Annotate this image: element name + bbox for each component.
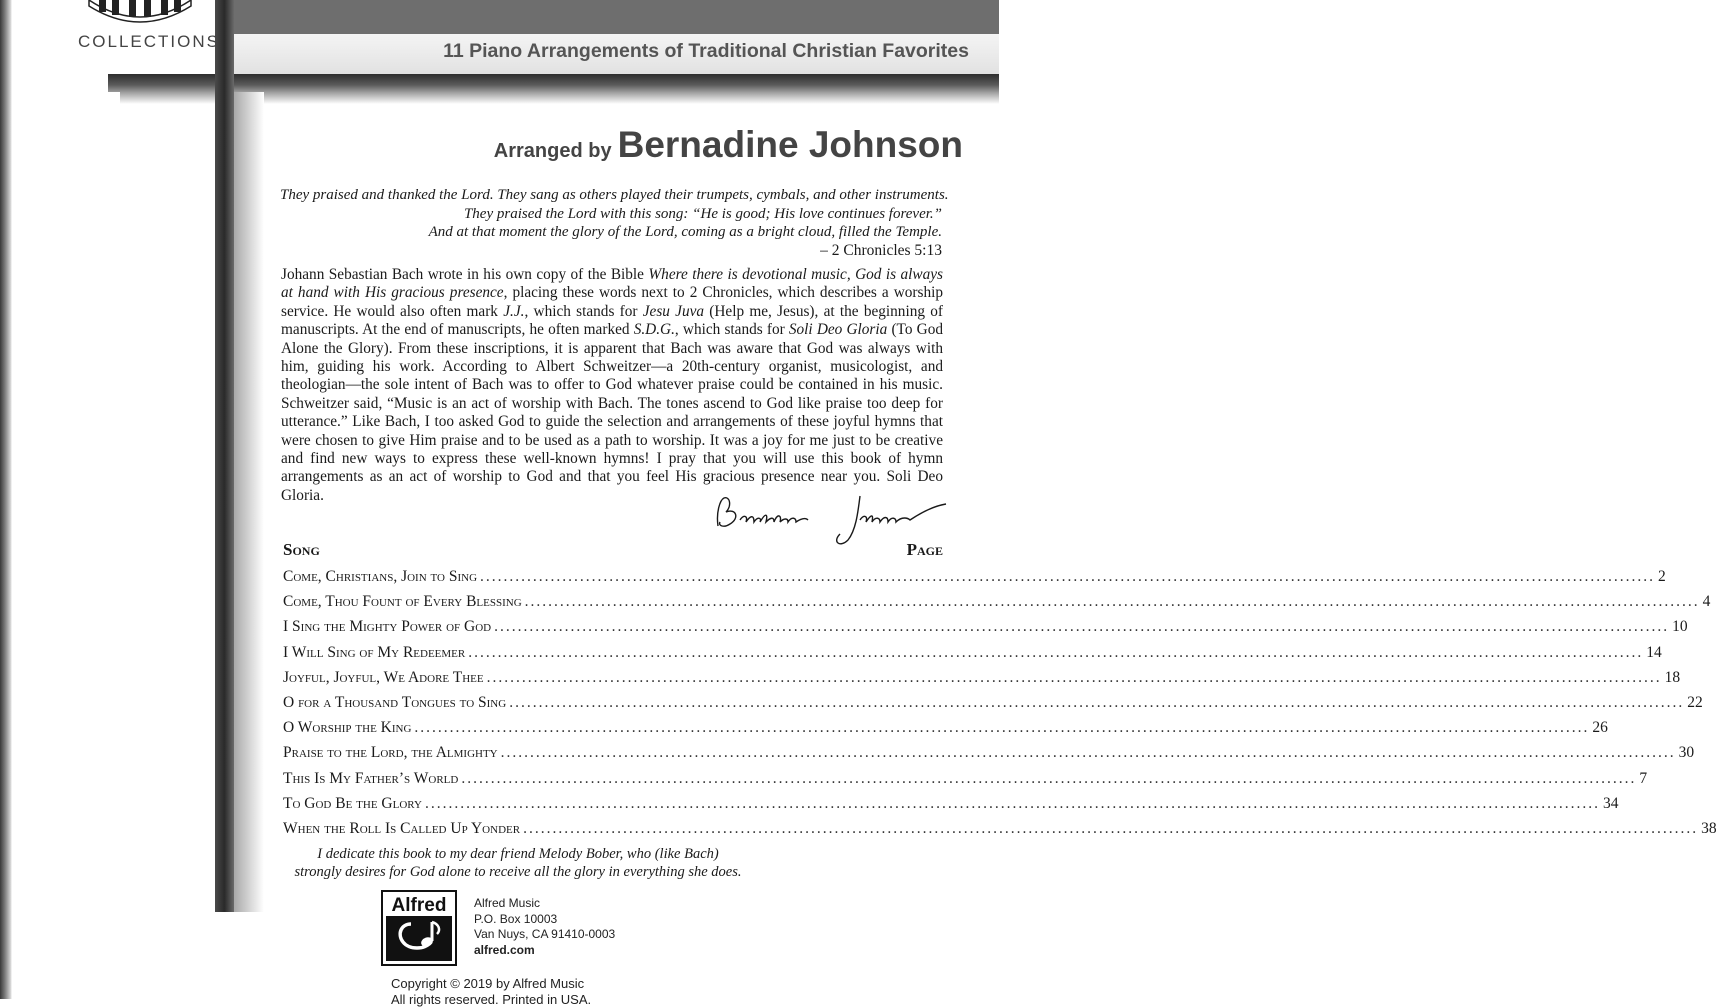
publisher-info	[474, 896, 615, 958]
toc-entry-title: When the Roll Is Called Up Yonder	[283, 819, 521, 837]
toc-entry-page: 18	[1664, 668, 1681, 686]
copyright-line: Copyright © 2019 by Alfred Music	[391, 976, 585, 991]
table-of-contents	[283, 540, 1717, 845]
copyright-line: All rights reserved. Printed in USA.	[391, 992, 592, 1007]
toc-entry	[283, 668, 1681, 694]
toc-leader: ........................................................................................................................................................................................................	[500, 744, 1676, 762]
foreword-italic: Where there is devotional music, God is always at hand with His gracious presence	[281, 266, 944, 302]
foreword-text: (Help me, Jesus), at the beginning of manuscripts. At the end of manuscripts, he often marked	[281, 302, 943, 339]
arranger-prefix: Arranged by	[493, 140, 612, 162]
foreword-italic: Soli Deo Gloria	[788, 321, 888, 339]
piano-keys-icon	[85, 0, 195, 26]
toc-entry-page: 30	[1678, 744, 1695, 762]
toc-entry-page: 14	[1646, 643, 1662, 661]
dedication	[283, 845, 753, 881]
cross-horizontal-bar	[108, 74, 999, 92]
toc-entry-page: 34	[1602, 794, 1619, 812]
epigraph-citation: – 2 Chronicles 5:13	[820, 241, 942, 259]
toc-leader: ........................................................................................................................................................................................................	[524, 593, 1700, 611]
toc-entry	[283, 819, 1717, 845]
dedication-line: I dedicate this book to my dear friend Melody Bober, who (like Bach)	[317, 846, 719, 862]
toc-entry-title: To God Be the Glory	[283, 794, 422, 812]
toc-entry	[283, 794, 1619, 820]
toc-entry-title: I Sing the Mighty Power of God	[283, 618, 492, 636]
toc-entry-page: 4	[1702, 593, 1711, 611]
epigraph-line: They praised and thanked the Lord. They sang as others played their trumpets, cymbals, and other instruments.	[280, 187, 949, 203]
toc-entry-title: Joyful, Joyful, We Adore Thee	[283, 668, 484, 686]
toc-song-header: Song	[283, 540, 320, 559]
toc-entry-title: O for a Thousand Tongues to Sing	[283, 693, 507, 711]
toc-entry-page: 26	[1592, 719, 1608, 737]
toc-entry	[283, 769, 1648, 795]
arranger-credit	[494, 124, 963, 166]
toc-entry-title: Come, Thou Fount of Every Blessing	[283, 593, 522, 611]
page-edge-shadow	[0, 0, 12, 999]
publisher-website[interactable]: alfred.com	[474, 942, 535, 957]
cross-vertical-post	[215, 0, 234, 912]
foreword-text: , which stands for	[524, 302, 643, 320]
foreword-italic: Jesu Juva	[642, 302, 705, 320]
epigraph-line: They praised the Lord with this song: “He is good; His love continues forever.”	[463, 205, 942, 222]
toc-leader: ........................................................................................................................................................................................................	[509, 693, 1685, 711]
toc-list	[283, 568, 1717, 845]
toc-entry	[283, 744, 1695, 769]
toc-header	[283, 540, 943, 562]
alfred-logo	[381, 890, 457, 966]
toc-leader: ........................................................................................................................................................................................................	[480, 568, 1656, 585]
dedication-line: strongly desires for God alone to receive all the glory in everything she does.	[294, 864, 742, 880]
toc-entry	[283, 719, 1608, 744]
toc-leader: ........................................................................................................................................................................................................	[461, 769, 1637, 787]
toc-entry-title: Come, Christians, Join to Sing	[283, 568, 478, 585]
toc-entry-title: O Worship the King	[283, 719, 412, 737]
toc-entry-title: This Is My Father’s World	[283, 769, 459, 787]
toc-entry-page: 2	[1658, 568, 1666, 585]
subtitle-band	[234, 34, 999, 74]
alfred-logo-text: Alfred	[391, 895, 447, 916]
toc-leader: ........................................................................................................................................................................................................	[494, 618, 1670, 636]
foreword-italic: S.D.G.	[633, 321, 675, 339]
toc-entry-title: Praise to the Lord, the Almighty	[283, 744, 498, 762]
toc-entry-page: 22	[1687, 693, 1703, 711]
epigraph	[280, 186, 949, 260]
toc-leader: ........................................................................................................................................................................................................	[486, 668, 1662, 686]
toc-entry-page: 7	[1639, 769, 1648, 787]
foreword-text: , which stands for	[674, 321, 789, 339]
foreword-paragraph	[281, 266, 943, 505]
series-logo	[30, 0, 220, 60]
publisher-address: Van Nuys, CA 91410-0003	[474, 927, 616, 941]
toc-entry	[283, 618, 1688, 643]
cross-post-shadow	[234, 92, 264, 912]
book-subtitle: 11 Piano Arrangements of Traditional Christian Favorites	[443, 40, 969, 62]
toc-page-header: Page	[906, 540, 943, 559]
foreword-text: (To God Alone the Glory). From these inscriptions, it is apparent that Bach was aware that God was always with him, guiding his work. According to Albert Schweitzer—a 20th-century organist, musicologist, and theologian—the sole intent of Bach was to offer to God whatever praise could be contained in his music. Schweitzer said, “Music is an act of worship with Bach. The tones ascend to God like praise too deep for utterance.” Like Bach, I too asked God to guide the selection and arrangements of these joyful hymns that were chosen to give Him praise and to be used as a path to worship. It was a joy for me just to be creative and find new ways to express these well-known hymns! I pray that you will use this book of hymn arrangements as an act of worship to God and that you feel His gracious presence near you. Soli Deo Gloria.	[281, 321, 943, 504]
toc-entry-title: I Will Sing of My Redeemer	[283, 643, 466, 661]
toc-entry	[283, 568, 1666, 593]
series-logo-text: COLLECTIONS	[78, 32, 220, 51]
title-band	[234, 0, 999, 34]
toc-entry	[283, 593, 1711, 618]
foreword-text: , placing these words next to 2 Chronicles, which describes a worship service. He would also often mark	[281, 284, 943, 320]
toc-entry-page: 38	[1701, 819, 1717, 837]
toc-leader: ........................................................................................................................................................................................................	[424, 794, 1600, 812]
toc-leader: ........................................................................................................................................................................................................	[468, 643, 1644, 661]
foreword-italic: J.J.	[503, 302, 525, 320]
toc-leader: ........................................................................................................................................................................................................	[414, 719, 1590, 737]
arranger-name: Bernadine Johnson	[617, 124, 963, 165]
publisher-address: P.O. Box 10003	[474, 911, 558, 926]
epigraph-line: And at that moment the glory of the Lord, coming as a bright cloud, filled the Temple.	[428, 224, 942, 240]
toc-entry-page: 10	[1672, 618, 1688, 636]
foreword-text: Johann Sebastian Bach wrote in his own copy of the Bible	[281, 266, 649, 283]
copyright-notice	[391, 976, 591, 1008]
toc-leader: ........................................................................................................................................................................................................	[523, 819, 1699, 837]
toc-entry	[283, 693, 1703, 719]
toc-entry	[283, 643, 1662, 669]
publisher-name: Alfred Music	[474, 896, 541, 910]
